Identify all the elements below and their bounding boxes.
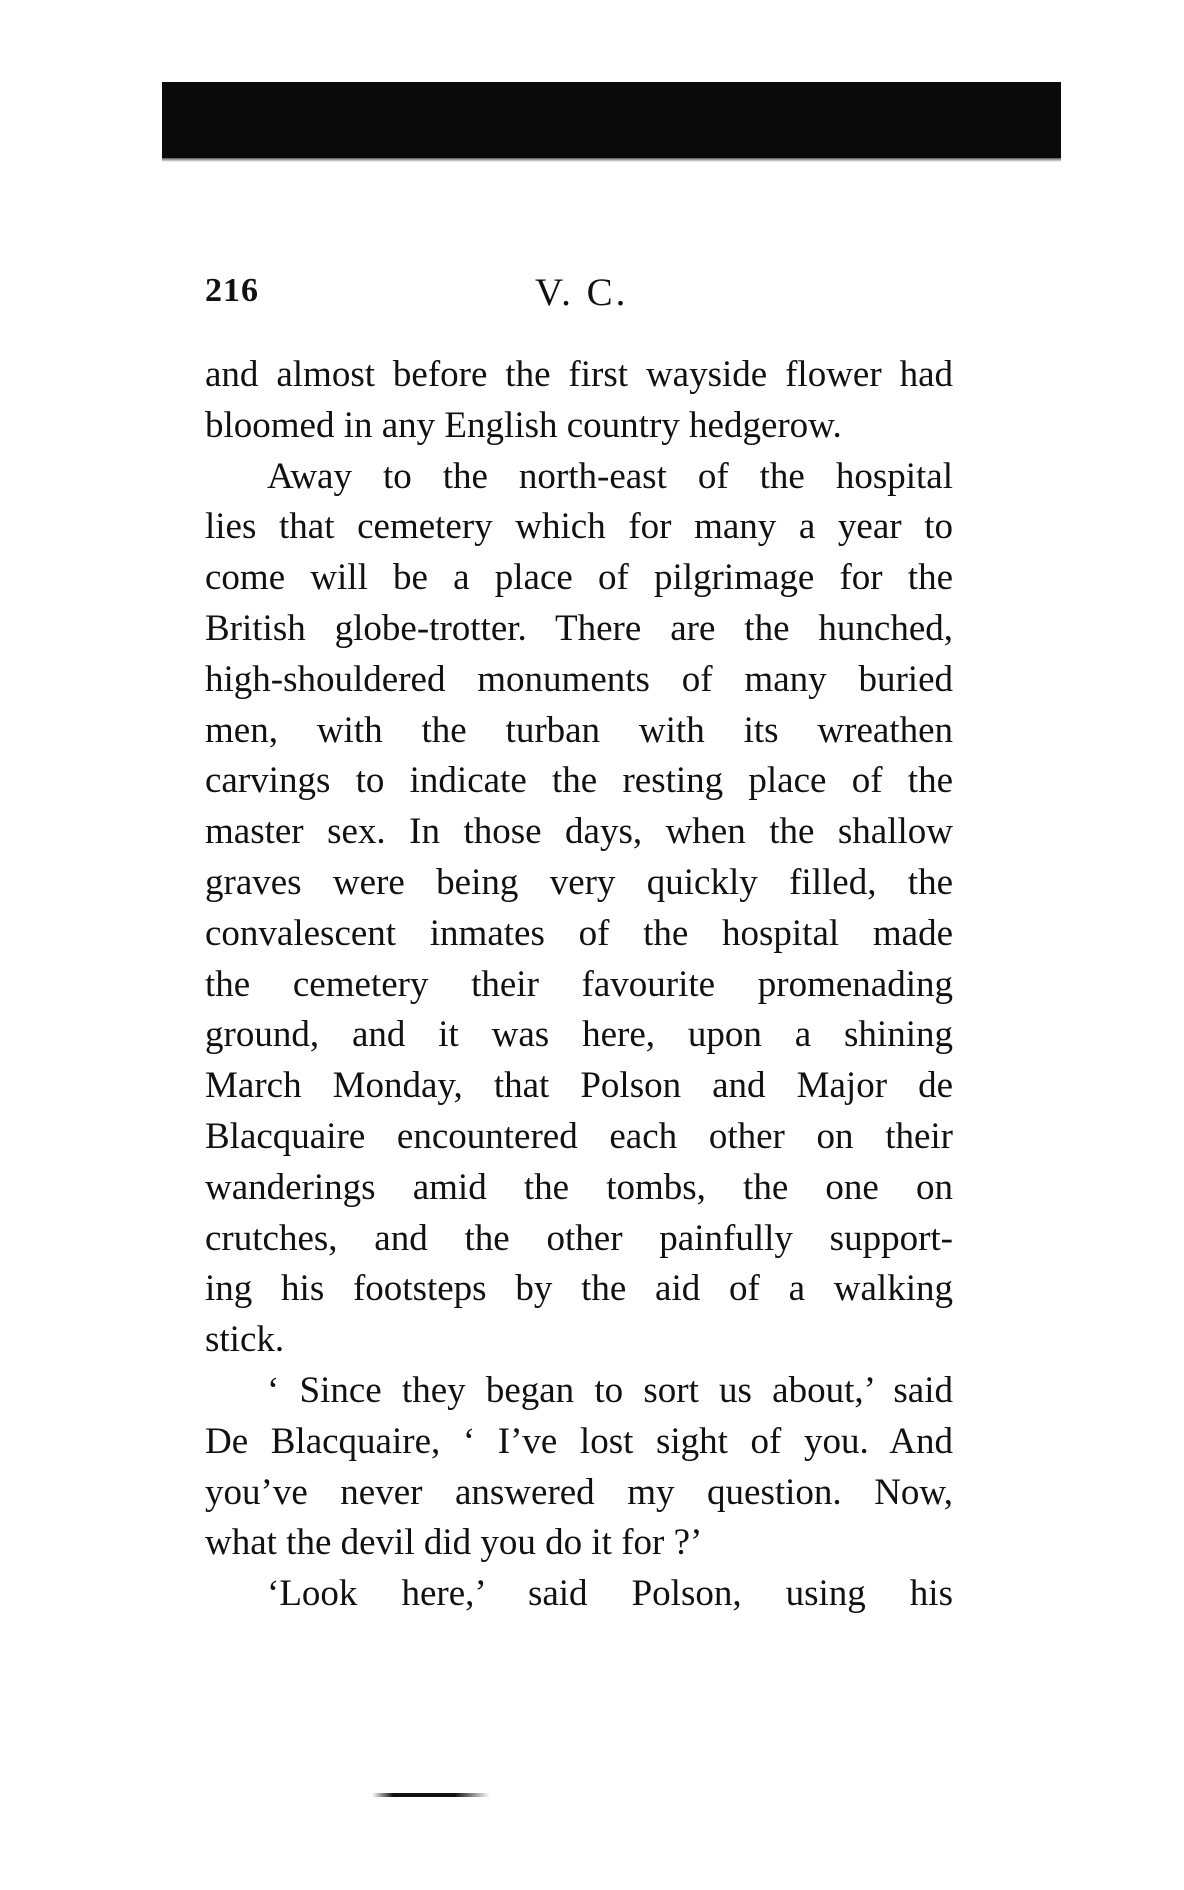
- text-line: men, with the turban with its wreathen: [205, 709, 953, 751]
- running-head: [205, 272, 945, 322]
- text-line: De Blacquaire, ‘ I’ve lost sight of you. And: [205, 1420, 953, 1462]
- scan-black-bar-edge: [162, 152, 1061, 162]
- text-line: high-shouldered monuments of many buried: [205, 658, 953, 700]
- scan-black-bar: [162, 82, 1061, 158]
- text-line: stick.: [205, 1319, 285, 1361]
- text-line: Blacquaire encountered each other on their: [205, 1115, 953, 1157]
- text-line: the cemetery their favourite promenading: [205, 963, 953, 1005]
- text-line: March Monday, that Polson and Major de: [205, 1065, 953, 1107]
- text-line: ‘Look here,’ said Polson, using his: [267, 1573, 953, 1615]
- text-line: convalescent inmates of the hospital made: [205, 912, 953, 954]
- text-line: lies that cemetery which for many a year to: [205, 506, 953, 548]
- text-line: come will be a place of pilgrimage for the: [205, 557, 953, 599]
- text-line: ground, and it was here, upon a shining: [205, 1014, 953, 1056]
- text-line: and almost before the first wayside flower had: [205, 354, 953, 395]
- text-line: crutches, and the other painfully support-: [205, 1217, 953, 1259]
- text-line: British globe-trotter. There are the hunched,: [205, 607, 953, 649]
- text-line: graves were being very quickly filled, the: [205, 861, 953, 903]
- text-line: carvings to indicate the resting place of the: [205, 760, 953, 802]
- running-title: V. C.: [535, 271, 629, 314]
- text-line: ing his footsteps by the aid of a walking: [205, 1268, 953, 1310]
- page-number: 216: [205, 272, 259, 309]
- text-line: you’ve never answered my question. Now,: [205, 1471, 953, 1513]
- body-text: [205, 350, 953, 1620]
- text-line: wanderings amid the tombs, the one on: [205, 1166, 953, 1208]
- tail-rule: [372, 1793, 490, 1797]
- text-line: bloomed in any English country hedgerow.: [205, 404, 842, 446]
- text-line: master sex. In those days, when the shallow: [205, 811, 953, 853]
- text-line: what the devil did you do it for ?’: [205, 1522, 703, 1564]
- text-line: Away to the north-east of the hospital: [267, 455, 953, 497]
- text-line: ‘ Since they began to sort us about,’ said: [267, 1369, 953, 1411]
